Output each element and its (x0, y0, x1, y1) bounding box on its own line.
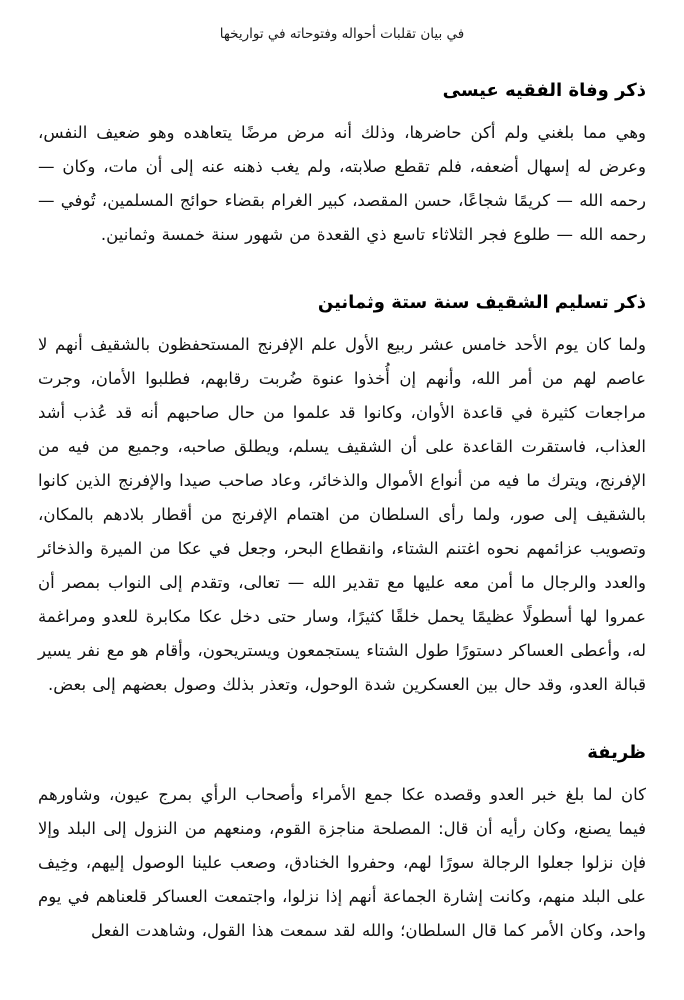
section-anecdote (38, 740, 646, 948)
section-body: ولما كان يوم الأحد خامس عشر ربيع الأول علم الإفرنج المستحفظون بالشقيف أنهم لا عاصم لهم من أمر الله، وأنهم إن أُخذوا عنوة ضُربت رقابهم، فطلبوا الأمان، وجرت مراجعات كثيرة في قاعدة الأوان، وكانوا قد علموا من حال صاحبهم أنه قد عُذب أشد العذاب، فاستقرت القاعدة على أن الشقيف يسلم، ويطلق صاحبه، وجميع من فيه من الإفرنج، ويترك ما فيه من أنواع الأموال والذخائر، وعاد صاحب صيدا والإفرنج الذين كانوا بالشقيف إلى صور، ولما رأى السلطان من اهتمام الإفرنج من أقطار بلادهم بالمكان، وتصويب عزائمهم نحوه اغتنم الشتاء، وانقطاع البحر، وجعل في عكا من الميرة والذخائر والعدد والرجال ما أمن معه عليها مع تقدير الله — تعالى، وتقدم إلى النواب بمصر أن عمروا لها أسطولًا عظيمًا يحمل خلقًا كثيرًا، وسار حتى دخل عكا مكابرة للعدو ومراغمة له، وأعطى العساكر دستورًا طول الشتاء يستجمعون ويستريحون، وأقام هو مع نفر يسير قبالة العدو، وقد حال بين العسكرين شدة الوحول، وتعذر بذلك وصول بعضهم إلى بعض. (38, 335, 646, 694)
section-body: كان لما بلغ خبر العدو وقصده عكا جمع الأمراء وأصحاب الرأي بمرج عيون، وشاورهم فيما يصنع، وكان رأيه أن قال: المصلحة مناجزة القوم، ومنعهم من النزول إلى البلد وإلا فإن نزلوا جعلوا الرجالة سورًا لهم، وحفروا الخنادق، وصعب علينا الوصول إليهم، وخِيف على البلد منهم، وكانت إشارة الجماعة أنهم إذا نزلوا، واجتمعت العساكر قلعناهم في يوم واحد، وكان الأمر كما قال السلطان؛ والله لقد سمعت هذا القول، وشاهدت الفعل (38, 785, 646, 940)
section-heading: ذكر تسليم الشقيف سنة ستة وثمانين (317, 292, 646, 313)
section-body: وهي مما بلغني ولم أكن حاضرها، وذلك أنه مرض مرضًا يتعاهده وهو ضعيف النفس، وعرض له إسهال أضعفه، فلم تقطع صلابته، ولم يغب ذهنه عنه إلى أن مات، وكان — رحمه الله — كريمًا شجاعًا، حسن المقصد، كبير الغرام بقضاء حوائج المسلمين، تُوفي — رحمه الله — طلوع فجر الثلاثاء تاسع ذي القعدة من شهور سنة خمسة وثمانين. (38, 123, 646, 244)
section-heading: ظريفة (587, 742, 646, 763)
section-obituary (38, 78, 646, 252)
section-heading: ذكر وفاة الفقيه عيسى (442, 80, 646, 101)
running-head: في بيان تقلبات أحواله وفتوحاته في تواريخها (219, 26, 465, 42)
section-shaqif-surrender (38, 290, 646, 702)
